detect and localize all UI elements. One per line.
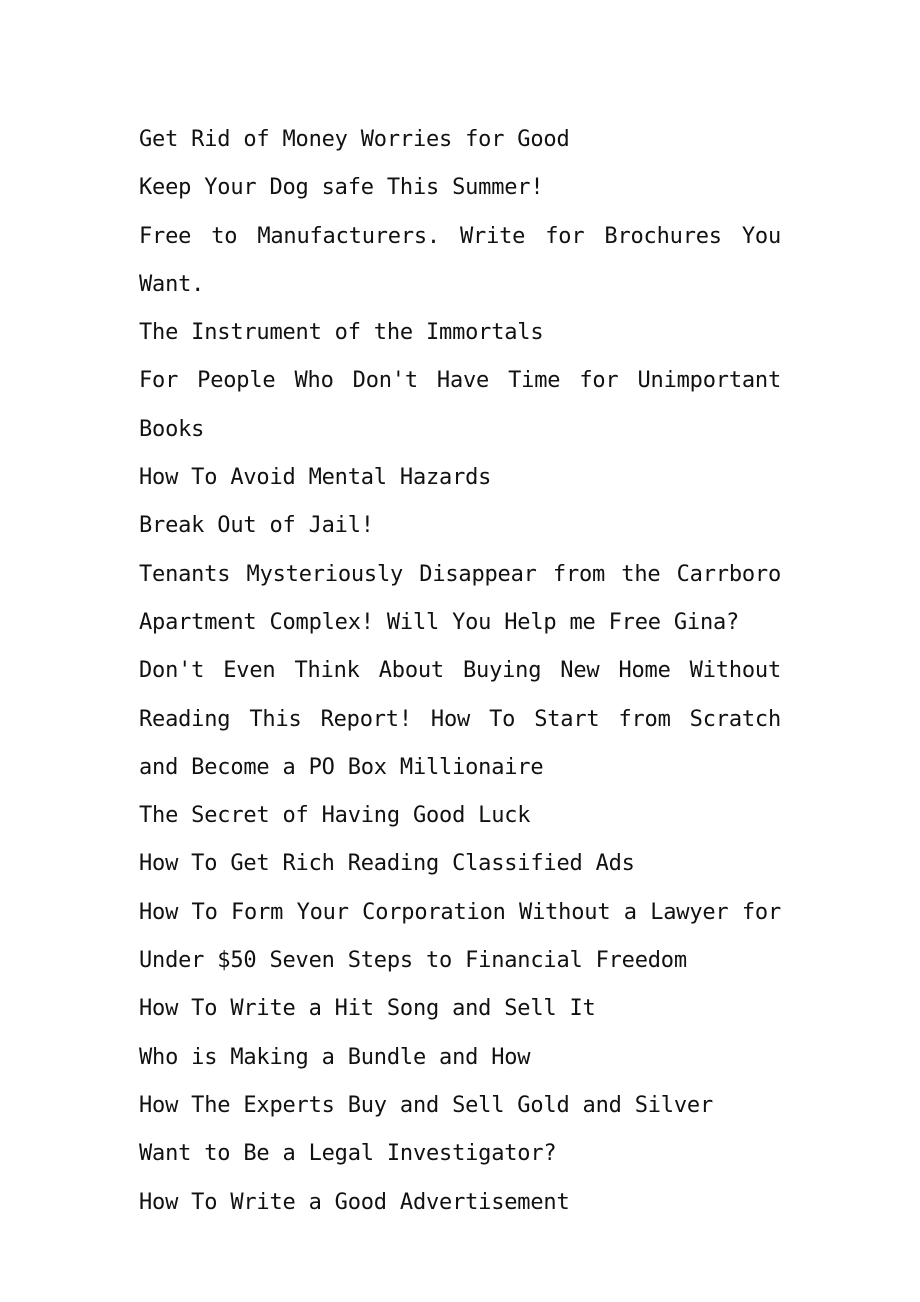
paragraph: Free to Manufacturers. Write for Brochures You Want. (139, 223, 781, 297)
paragraph: The Secret of Having Good Luck (139, 803, 531, 829)
paragraph: Want to Be a Legal Investigator? (139, 1141, 557, 1167)
paragraph: How To Form Your Corporation Without a Lawyer for Under $50 Seven Steps to Financial Freedom (139, 899, 781, 974)
paragraph: Tenants Mysteriously Disappear from the Carrboro Apartment Complex! Will You Help me Free Gina? (139, 561, 781, 635)
paragraph: For People Who Don't Have Time for Unimportant Books (139, 368, 781, 442)
document-body (139, 116, 781, 1227)
paragraph: Break Out of Jail! (139, 513, 374, 539)
paragraph: The Instrument of the Immortals (139, 320, 544, 346)
paragraph: How To Write a Hit Song and Sell It (139, 996, 596, 1022)
paragraph: Don't Even Think About Buying New Home Without Reading This Report! How To Start from Scratch and Become a PO Box Millionaire (139, 658, 781, 780)
paragraph: Keep Your Dog safe This Summer! (139, 175, 544, 201)
paragraph: Get Rid of Money Worries for Good (139, 127, 570, 152)
paragraph: How The Experts Buy and Sell Gold and Silver (139, 1092, 713, 1118)
paragraph: How To Write a Good Advertisement (139, 1189, 570, 1215)
paragraph: How To Get Rich Reading Classified Ads (139, 851, 635, 877)
paragraph: Who is Making a Bundle and How (139, 1044, 531, 1070)
paragraph: How To Avoid Mental Hazards (139, 465, 492, 491)
